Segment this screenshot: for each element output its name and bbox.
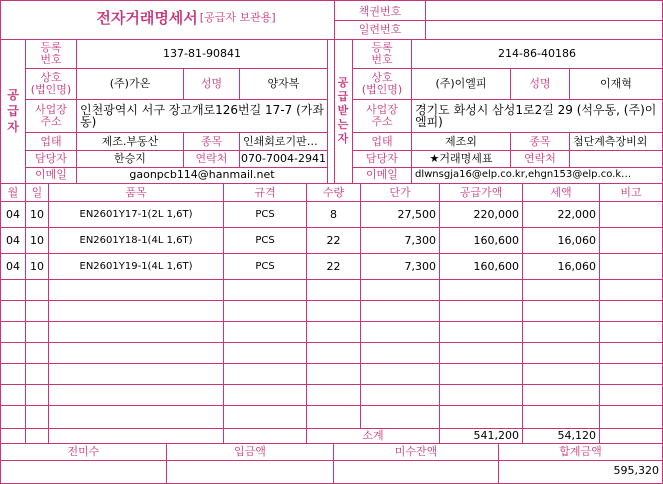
- cell-tax: 16,060: [557, 233, 596, 247]
- supplier-email-value[interactable]: gaonpcb114@hanmail.net: [129, 168, 275, 181]
- buyer-name-value: (주)이엘피: [435, 77, 487, 90]
- buyer-biz-label: 업태: [371, 134, 393, 148]
- cell-tax: 22,000: [557, 207, 596, 221]
- buyer-contact-value: ★거래명세표: [429, 152, 493, 165]
- supplier-reg-label: 등록 번호: [40, 41, 62, 66]
- col-header-spec: 규격: [254, 185, 276, 199]
- cell-supply-amount: 160,600: [473, 259, 519, 273]
- book-number-value: [426, 2, 662, 21]
- supplier-biz-label: 업태: [40, 134, 62, 148]
- total-amount-value: 595,320: [613, 464, 659, 477]
- cell-note: [600, 254, 662, 279]
- cell-note: [600, 228, 662, 253]
- cell-item: EN2601Y18-1(4L 1,6T): [79, 234, 193, 246]
- cell-supply-amount: 160,600: [473, 233, 519, 247]
- subtotal-tax: 54,120: [557, 429, 596, 442]
- buyer-email-label: 이메일: [366, 168, 398, 181]
- buyer-addr-value: 경기도 화성시 삼성1로2길 29 (석우동, (주)이엘피): [415, 103, 657, 129]
- buyer-reg-value: 214-86-40186: [498, 47, 576, 60]
- supplier-rep-value: 양자복: [267, 77, 300, 90]
- total-amount-label: 합계금액: [559, 445, 602, 458]
- supplier-side-label: 공 급 자: [7, 88, 19, 134]
- col-header-note: 비고: [620, 185, 642, 199]
- supplier-email-label: 이메일: [35, 168, 67, 181]
- prev-balance-value: [1, 461, 166, 481]
- cell-month: 04: [6, 259, 20, 273]
- cell-item: EN2601Y19-1(4L 1,6T): [79, 260, 193, 272]
- subtotal-label: 소계: [362, 429, 384, 442]
- cell-supply-amount: 220,000: [473, 207, 519, 221]
- cell-day: 10: [30, 233, 44, 247]
- serial-number-value: [426, 21, 662, 39]
- col-header-qty: 수량: [322, 185, 345, 199]
- buyer-reg-label: 등록 번호: [371, 41, 393, 66]
- supplier-phone-label: 연락처: [195, 152, 228, 165]
- col-header-supply-amount: 공급가액: [459, 185, 503, 199]
- subtotal-supply: 541,200: [473, 429, 519, 442]
- col-header-day: 일: [31, 185, 43, 199]
- col-header-item: 품목: [125, 185, 147, 199]
- buyer-phone-label: 연락처: [524, 152, 556, 165]
- deposit-label: 입금액: [234, 445, 266, 458]
- buyer-phone-value: [570, 151, 662, 167]
- col-header-unit-price: 단가: [389, 185, 411, 199]
- supplier-contact-label: 담당자: [35, 152, 67, 165]
- supplier-phone-value: 070-7004-2941: [241, 152, 326, 165]
- supplier-name-label: 상호 (법인명): [30, 71, 72, 96]
- deposit-value: [167, 461, 333, 481]
- buyer-addr-label: 사업장 주소: [366, 103, 398, 128]
- supplier-addr-label: 사업장 주소: [35, 103, 67, 128]
- cell-month: 04: [6, 233, 20, 247]
- prev-balance-label: 전미수: [67, 445, 100, 458]
- supplier-addr-value: 인천광역시 서구 장고개로126번길 17-7 (가좌동): [80, 103, 324, 129]
- supplier-contact-value: 한승지: [114, 152, 146, 165]
- cell-item: EN2601Y17-1(2L 1,6T): [79, 208, 193, 220]
- cell-tax: 16,060: [557, 259, 596, 273]
- buyer-side-label: 공 급 받 는 자: [337, 76, 349, 145]
- cell-unit-price: 7,300: [404, 259, 436, 273]
- buyer-item-label: 종목: [529, 134, 551, 148]
- buyer-rep-label: 성명: [529, 77, 551, 90]
- cell-day: 10: [30, 207, 44, 221]
- supplier-reg-value: 137-81-90841: [163, 47, 241, 60]
- cell-qty: 22: [326, 259, 341, 273]
- supplier-item-value: 인쇄회로기판…: [243, 134, 318, 148]
- cell-unit-price: 7,300: [404, 233, 436, 247]
- cell-qty: 8: [330, 207, 337, 221]
- buyer-contact-label: 담당자: [366, 152, 398, 165]
- supplier-biz-value: 제조.부동산: [101, 134, 159, 148]
- supplier-rep-label: 성명: [200, 77, 223, 90]
- cell-spec: PCS: [255, 234, 275, 246]
- buyer-name-label: 상호 (법인명): [361, 71, 403, 96]
- supplier-name-value: (주)가온: [109, 77, 151, 90]
- supplier-item-label: 종목: [200, 134, 223, 148]
- outstanding-label: 미수잔액: [394, 445, 438, 458]
- col-header-tax: 세액: [550, 185, 572, 199]
- buyer-biz-value: 제조외: [445, 134, 477, 148]
- book-number-label: 책권번호: [358, 4, 402, 18]
- col-header-month: 월: [7, 185, 19, 199]
- serial-number-label: 일련번호: [358, 23, 402, 36]
- outstanding-value: [334, 461, 498, 481]
- cell-qty: 22: [326, 233, 341, 247]
- cell-note: [600, 202, 662, 227]
- buyer-email-value[interactable]: dlwnsgja16@elp.co.kr,ehgn153@elp.co.k…: [415, 169, 632, 180]
- buyer-item-value: 첨단계측장비외: [573, 134, 648, 148]
- buyer-rep-value: 이재혁: [600, 77, 632, 90]
- document-title: 전자거래명세서 [공급자 보관용]: [96, 9, 276, 27]
- cell-month: 04: [6, 207, 20, 221]
- cell-day: 10: [30, 259, 44, 273]
- cell-spec: PCS: [255, 208, 275, 220]
- cell-spec: PCS: [255, 260, 275, 272]
- cell-unit-price: 27,500: [397, 207, 436, 221]
